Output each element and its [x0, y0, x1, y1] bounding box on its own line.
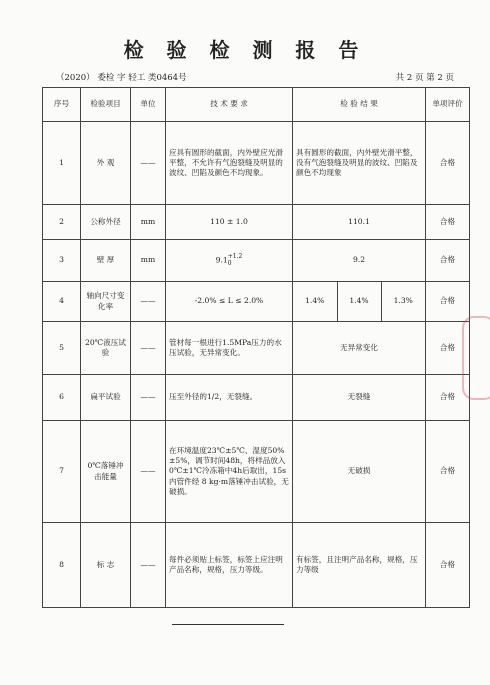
row-item: 壁 厚 [81, 240, 131, 282]
row-unit: —— [131, 322, 166, 375]
seal-stamp-fragment [462, 316, 490, 400]
row-seq: 1 [43, 122, 81, 205]
row-unit: —— [131, 282, 166, 322]
row-item: 0℃落锤冲击能量 [81, 421, 131, 523]
row-evaluation: 合格 [426, 523, 470, 608]
report-title: 检 验 检 测 报 告 [123, 38, 367, 62]
row-unit: —— [131, 122, 166, 205]
thickness-upper-tolerance: +1.2 [227, 252, 243, 260]
result-sample-3: 1.3% [381, 282, 425, 321]
row-requirement: 压至外径的1/2，无裂缝。 [166, 375, 293, 421]
report-reference-number: （2020） 委检 字 轻工 类0464号 [56, 73, 187, 83]
result-sample-2: 1.4% [337, 282, 381, 321]
row-requirement: 应具有圆形的截面，内外壁应光滑平整，不允许有气泡裂缝及明显的波纹、凹陷及颜色不均现象。 [166, 122, 293, 205]
row-result [293, 282, 426, 322]
row-requirement: 管材每一根进行1.5MPa压力的水压试验，无异常变化。 [166, 322, 293, 375]
row-result: 具有圆形的截面，内外壁光滑平整，没有气泡裂缝及明显的波纹、凹陷及颜色不均现象 [293, 122, 426, 205]
table-row [43, 240, 470, 282]
bottom-divider [172, 624, 284, 625]
row-requirement: 每件必须贴上标签，标签上应注明产品名称，规格，压力等级。 [166, 523, 293, 608]
row-unit: —— [131, 421, 166, 523]
page-indicator: 共 2 页 第 2 页 [395, 73, 454, 83]
table-row [43, 421, 470, 523]
row-seq: 3 [43, 240, 81, 282]
thickness-lower-tolerance: 0 [227, 259, 232, 267]
row-evaluation: 合格 [426, 282, 470, 322]
result-sample-1: 1.4% [305, 296, 325, 306]
row-seq: 6 [43, 375, 81, 421]
table-row [43, 205, 470, 240]
row-requirement: 在环境温度23℃±5℃、湿度50%±5%，调节时间48h，将样品放入0℃±1℃冷冻箱中4h后取出，15s内管件经 8 kg·m落锤冲击试验，无破损。 [166, 421, 293, 523]
header-requirement: 技 术 要 求 [166, 88, 293, 122]
row-evaluation: 合格 [426, 122, 470, 205]
row-evaluation: 合格 [426, 375, 470, 421]
row-result: 无异常变化 [293, 322, 426, 375]
row-evaluation: 合格 [426, 421, 470, 523]
table-header-row [43, 88, 470, 122]
table-row [43, 375, 470, 421]
header-evaluation: 单项评价 [426, 88, 470, 122]
row-result: 9.2 [293, 240, 426, 282]
row-item: 20℃液压试验 [81, 322, 131, 375]
header-seq: 序号 [43, 88, 81, 122]
row-evaluation: 合格 [426, 240, 470, 282]
row-seq: 5 [43, 322, 81, 375]
row-result: 无破损 [293, 421, 426, 523]
table-row [43, 282, 470, 322]
row-requirement: 110 ± 1.0 [166, 205, 293, 240]
row-seq: 7 [43, 421, 81, 523]
table-row [43, 322, 470, 375]
row-unit: —— [131, 523, 166, 608]
row-unit: mm [131, 240, 166, 282]
result-subtable [293, 282, 425, 321]
row-unit: —— [131, 375, 166, 421]
table-row [43, 122, 470, 205]
row-requirement: -2.0% ≤ L ≤ 2.0% [166, 282, 293, 322]
row-item: 外 观 [81, 122, 131, 205]
row-seq: 2 [43, 205, 81, 240]
row-result: 110.1 [293, 205, 426, 240]
row-unit: mm [131, 205, 166, 240]
row-item: 公称外径 [81, 205, 131, 240]
inspection-table [42, 87, 470, 608]
row-result: 无裂缝 [293, 375, 426, 421]
row-evaluation: 合格 [426, 205, 470, 240]
row-item: 标 志 [81, 523, 131, 608]
row-item: 扁平试验 [81, 375, 131, 421]
header-unit: 单位 [131, 88, 166, 122]
row-requirement [166, 240, 293, 282]
row-item: 轴向尺寸变化率 [81, 282, 131, 322]
row-seq: 8 [43, 523, 81, 608]
table-row [43, 523, 470, 608]
thickness-nominal: 9.1 [215, 255, 228, 265]
header-result: 检 验 结 果 [293, 88, 426, 122]
row-seq: 4 [43, 282, 81, 322]
row-result: 有标签，且注明产品名称，规格，压力等级 [293, 523, 426, 608]
header-item: 检验项目 [81, 88, 131, 122]
row-evaluation: 合格 [426, 322, 470, 375]
